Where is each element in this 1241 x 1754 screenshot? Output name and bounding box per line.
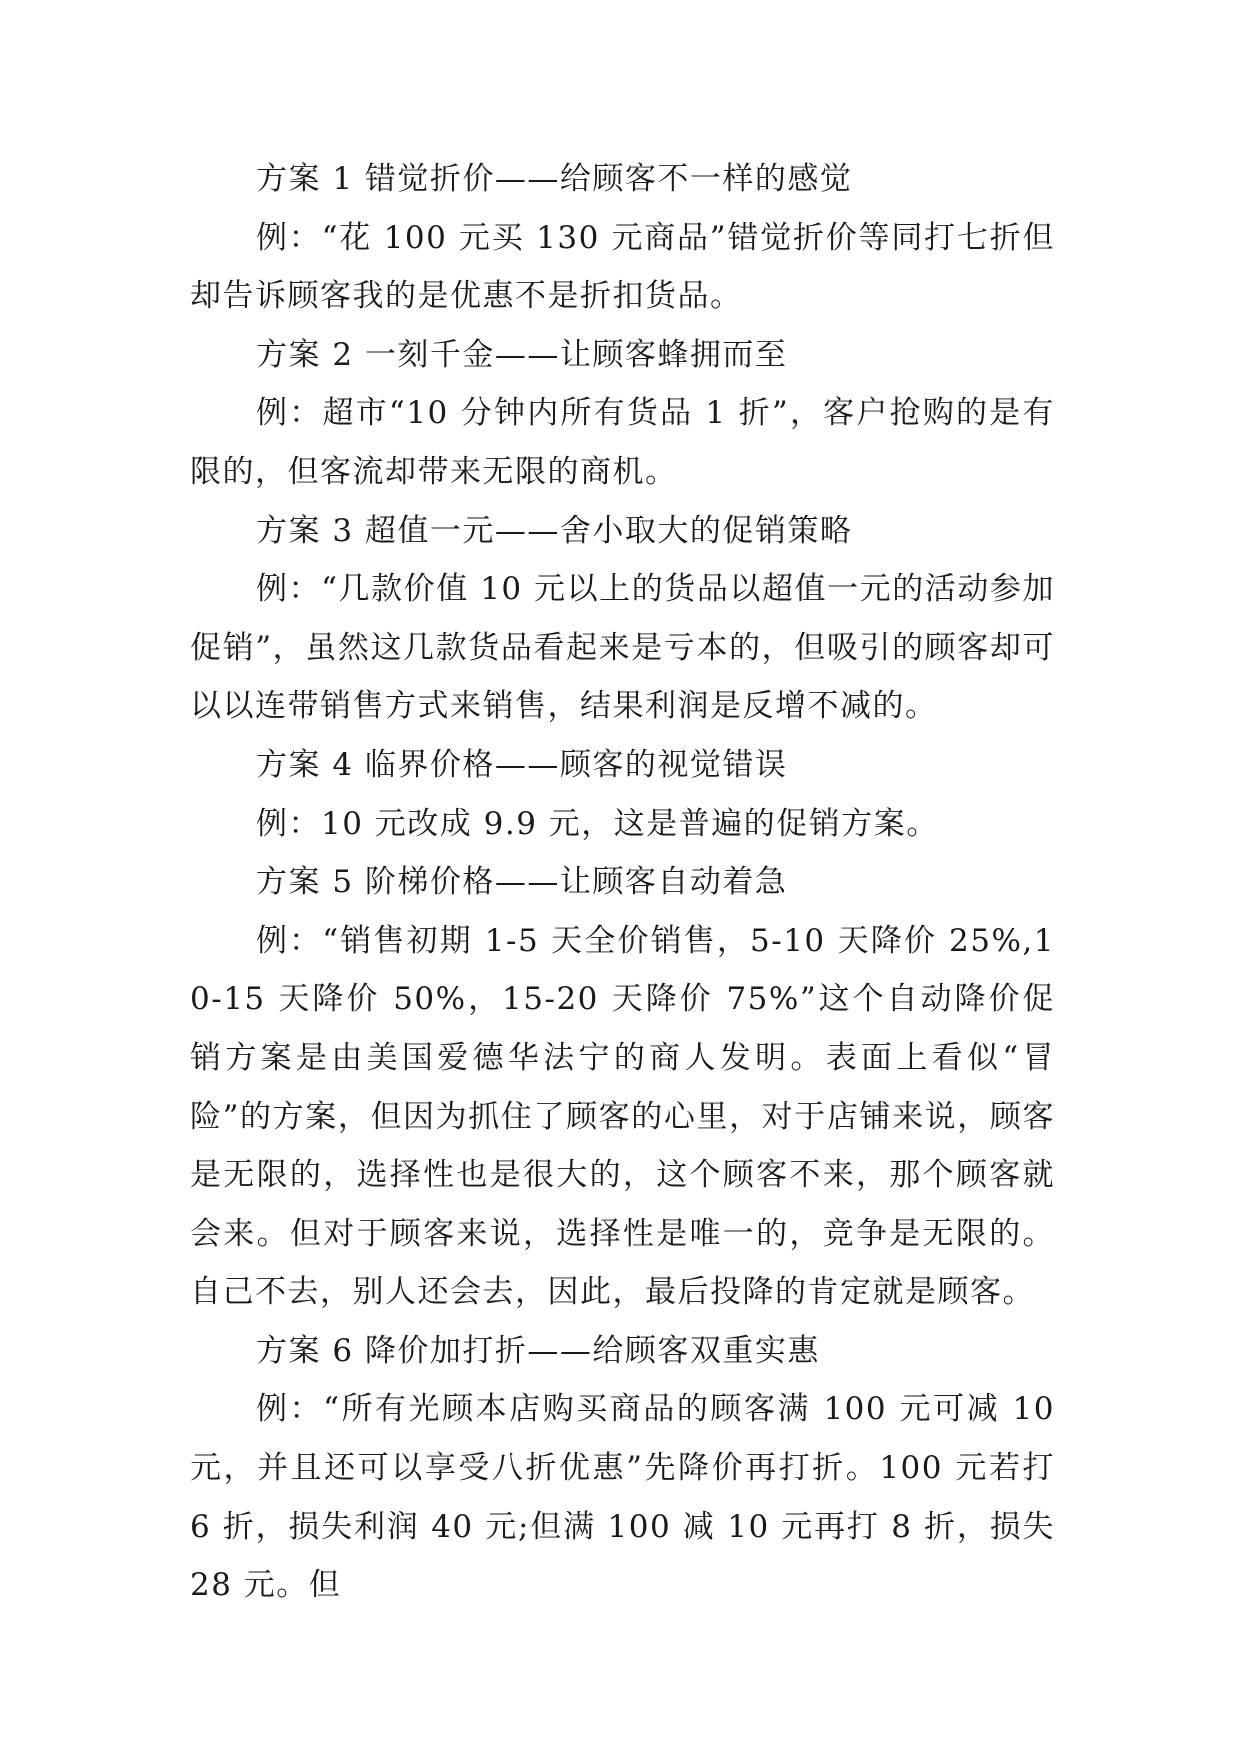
section-example-5: 例：“销售初期 1-5 天全价销售，5-10 天降价 25%,10-15 天降价 50%，15-20 天降价 75%”这个自动降价促销方案是由美国爱德华法宁的商人发明。表面上看似“冒险”的方案，但因为抓住了顾客的心里，对于店铺来说，顾客是无限的，选择性也是很大的，这个顾客不来，那个顾客就会来。但对于顾客来说，选择性是唯一的，竞争是无限的。自己不去，别人还会去，因此，最后投降的肯定就是顾客。: [190, 922, 1055, 1311]
section-example-6: 例：“所有光顾本店购买商品的顾客满 100 元可减 10 元，并且还可以享受八折优惠”先降价再打折。100 元若打 6 折，损失利润 40 元;但满 100 减 10 元再打 8 折，损失 28 元。但: [190, 1391, 1055, 1604]
section-example-2: 例：超市“10 分钟内所有货品 1 折”，客户抢购的是有限的，但客流却带来无限的商机。: [190, 395, 1055, 490]
section-heading-3: 方案 3 超值一元——舍小取大的促销策略: [256, 512, 853, 549]
section-example-3: 例：“几款价值 10 元以上的货品以超值一元的活动参加促销”，虽然这几款货品看起来是亏本的，但吸引的顾客却可以以连带销售方式来销售，结果利润是反增不减的。: [190, 571, 1055, 725]
document-body: [190, 150, 1055, 1615]
section-heading-2: 方案 2 一刻千金——让顾客蜂拥而至: [256, 336, 788, 373]
section-heading-1: 方案 1 错觉折价——给顾客不一样的感觉: [256, 161, 853, 197]
section-heading-5: 方案 5 阶梯价格——让顾客自动着急: [256, 864, 788, 901]
section-heading-6: 方案 6 降价加打折——给顾客双重实惠: [256, 1332, 820, 1369]
section-example-4: 例：10 元改成 9.9 元，这是普遍的促销方案。: [256, 805, 939, 842]
section-heading-4: 方案 4 临界价格——顾客的视觉错误: [256, 746, 788, 783]
section-example-1: 例：“花 100 元买 130 元商品”错觉折价等同打七折但却告诉顾客我的是优惠不是折扣货品。: [190, 219, 1055, 315]
